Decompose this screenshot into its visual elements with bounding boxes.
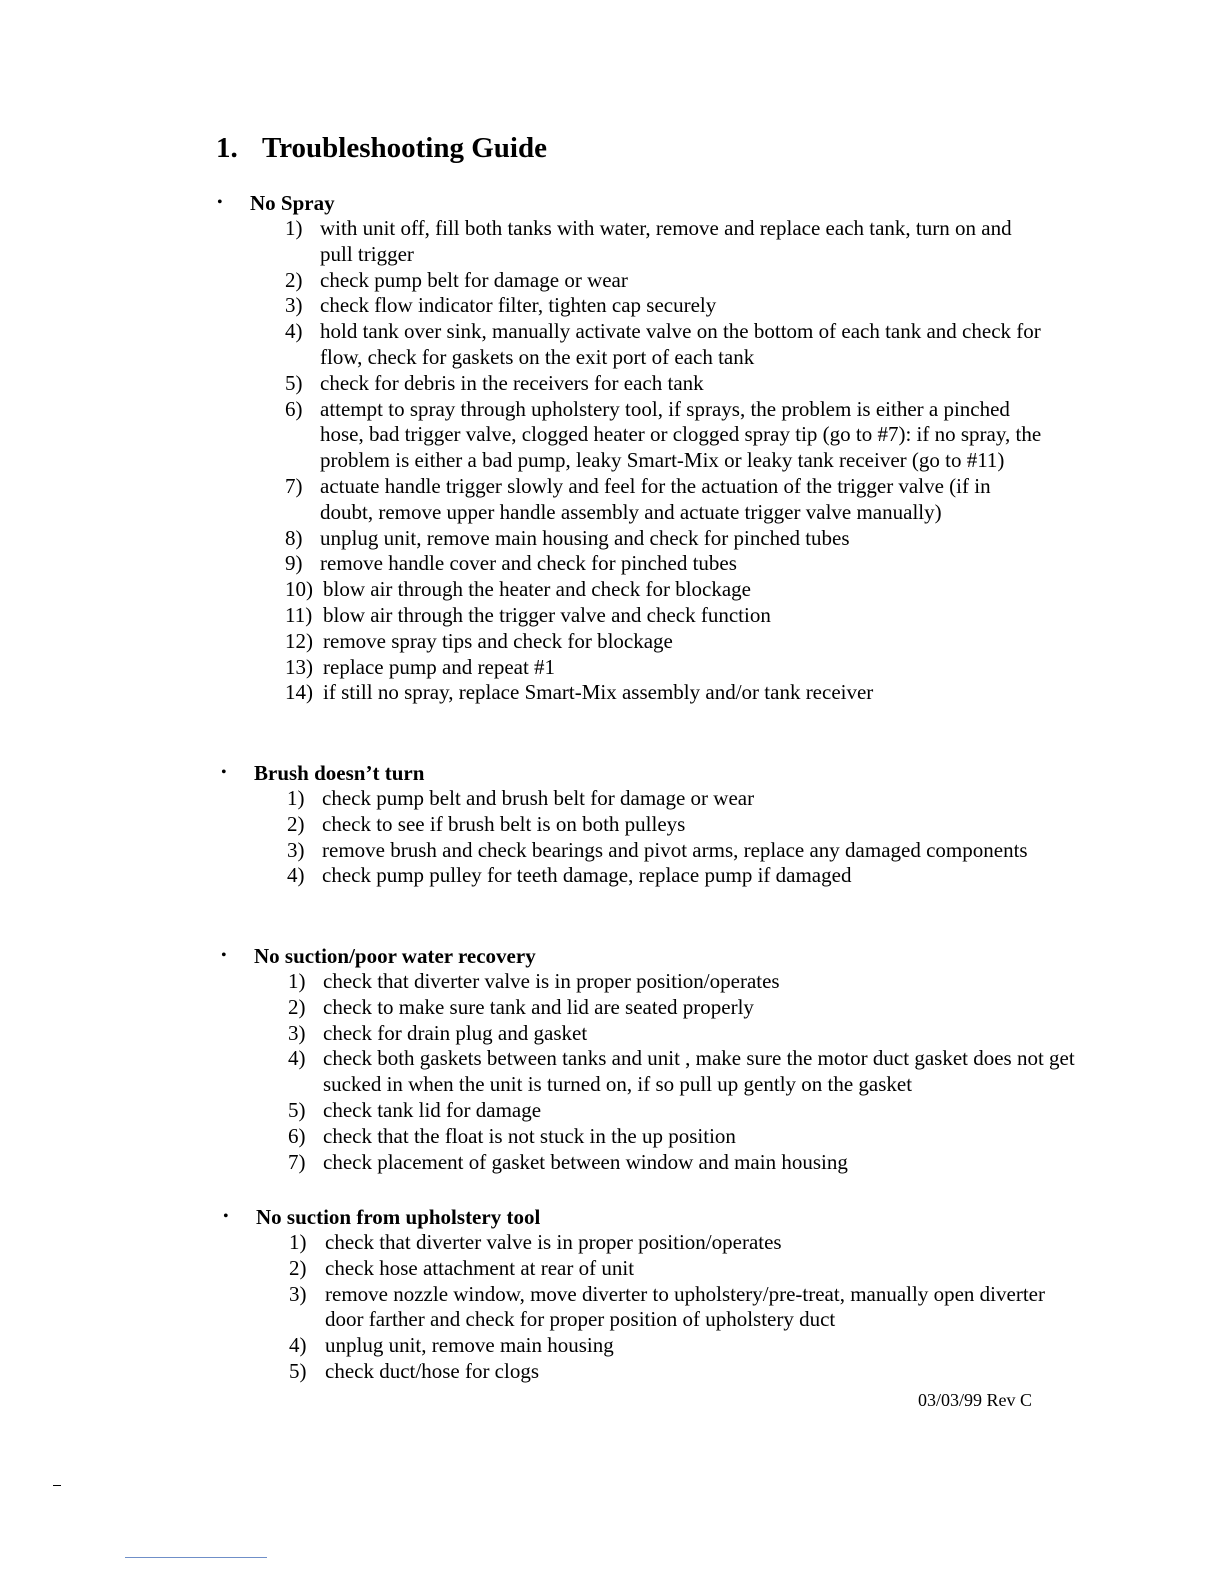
margin-mark (53, 1485, 61, 1486)
section-heading (0, 190, 1224, 216)
section-heading (0, 1204, 1224, 1230)
list-item (287, 838, 1047, 864)
list-item (285, 603, 1045, 629)
step-text: check for drain plug and gasket (323, 1020, 588, 1045)
step-number: 5) (285, 370, 303, 395)
list-item (289, 1230, 1049, 1256)
step-number: 1) (287, 786, 305, 810)
step-number: 1) (285, 216, 303, 240)
bullet: • (221, 764, 227, 781)
step-number: 12) (285, 628, 313, 653)
step-list (287, 786, 1047, 889)
list-item (285, 577, 1045, 603)
list-item (285, 526, 1045, 552)
step-number: 7) (288, 1149, 306, 1174)
section-brush-doesnt-turn (0, 760, 1224, 889)
list-item (288, 1150, 1088, 1176)
section-no-suction-upholstery (0, 1204, 1224, 1385)
step-text: remove spray tips and check for blockage (323, 628, 673, 653)
step-number: 2) (287, 811, 305, 836)
revision-footer: 03/03/99 Rev C (918, 1390, 1033, 1410)
step-number: 4) (287, 863, 305, 888)
step-number: 4) (289, 1333, 307, 1358)
step-text: remove handle cover and check for pinched tubes (320, 551, 737, 576)
list-item (289, 1256, 1049, 1282)
step-text: check to make sure tank and lid are seated properly (323, 994, 754, 1019)
step-text: with unit off, fill both tanks with water, remove and replace each tank, turn on and pull trigger (320, 216, 1012, 266)
step-text: check placement of gasket between window and main housing (323, 1149, 848, 1174)
step-number: 13) (285, 654, 313, 679)
step-number: 5) (289, 1358, 307, 1383)
list-item (285, 293, 1045, 319)
list-item (289, 1282, 1049, 1334)
step-number: 3) (285, 293, 303, 318)
list-item (285, 655, 1045, 681)
list-item (287, 863, 1047, 889)
list-item (285, 216, 1045, 268)
step-text: check tank lid for damage (323, 1097, 542, 1122)
list-item (288, 1046, 1088, 1098)
page-title (216, 128, 547, 168)
step-text: check pump belt for damage or wear (320, 267, 628, 292)
step-number: 1) (289, 1230, 307, 1254)
section-title: Brush doesn’t turn (254, 761, 425, 785)
step-text: check pump pulley for teeth damage, replace pump if damaged (322, 863, 852, 888)
step-text: check to see if brush belt is on both pulleys (322, 811, 686, 836)
step-text: check that diverter valve is in proper position/operates (323, 969, 780, 993)
heading-number: 1. (216, 132, 238, 164)
step-list (288, 969, 1088, 1175)
list-item (285, 474, 1045, 526)
section-title: No suction from upholstery tool (256, 1205, 541, 1229)
step-number: 8) (285, 525, 303, 550)
list-item (288, 995, 1088, 1021)
list-item (285, 268, 1045, 294)
section-title: No Spray (250, 191, 335, 215)
step-number: 2) (288, 994, 306, 1019)
step-number: 7) (285, 473, 303, 498)
step-number: 2) (289, 1255, 307, 1280)
step-number: 3) (288, 1020, 306, 1045)
list-item (285, 397, 1045, 474)
step-list (285, 216, 1045, 706)
bullet: • (221, 947, 227, 964)
section-title: No suction/poor water recovery (254, 944, 536, 968)
list-item (288, 1124, 1088, 1150)
step-number: 14) (285, 680, 313, 705)
step-text: check both gaskets between tanks and unit , make sure the motor duct gasket does not get sucked in when the unit is turned on, if so pull up gently on the gasket (323, 1046, 1075, 1097)
step-number: 2) (285, 267, 303, 292)
list-item (287, 786, 1047, 812)
heading-text: Troubleshooting Guide (262, 132, 547, 164)
step-text: actuate handle trigger slowly and feel for the actuation of the trigger valve (if in doubt, remove upper handle assembly and actuate trigger valve manually) (320, 473, 991, 524)
list-item (288, 969, 1088, 995)
step-text: unplug unit, remove main housing and check for pinched tubes (320, 525, 850, 550)
list-item (287, 812, 1047, 838)
bottom-rule (125, 1557, 267, 1558)
step-number: 1) (288, 969, 306, 993)
list-item (285, 680, 1045, 706)
step-text: check hose attachment at rear of unit (325, 1255, 635, 1280)
step-number: 11) (285, 602, 313, 627)
step-text: if still no spray, replace Smart-Mix assembly and/or tank receiver (323, 680, 874, 705)
step-text: blow air through the heater and check for blockage (323, 577, 751, 602)
list-item (285, 371, 1045, 397)
list-item (289, 1333, 1049, 1359)
section-heading (0, 943, 1224, 969)
bullet: • (217, 194, 223, 211)
step-number: 3) (287, 837, 305, 862)
section-no-spray (0, 190, 1224, 706)
step-number: 10) (285, 577, 313, 602)
step-text: remove nozzle window, move diverter to upholstery/pre-treat, manually open diverter door farther and check for proper position of upholstery duct (325, 1281, 1045, 1332)
step-text: check that the float is not stuck in the up position (323, 1123, 736, 1148)
step-text: check pump belt and brush belt for damage or wear (322, 786, 755, 810)
step-text: check for debris in the receivers for each tank (320, 370, 704, 395)
step-text: check duct/hose for clogs (325, 1358, 540, 1383)
step-text: blow air through the trigger valve and check function (323, 602, 771, 627)
list-item (289, 1359, 1049, 1385)
step-number: 6) (288, 1123, 306, 1148)
step-text: check that diverter valve is in proper position/operates (325, 1230, 782, 1254)
step-number: 9) (285, 551, 303, 576)
bullet: • (223, 1208, 229, 1225)
list-item (285, 629, 1045, 655)
step-text: attempt to spray through upholstery tool, if sprays, the problem is either a pinched hose, bad trigger valve, clogged heater or clogged spray tip (go to #7): if no spray, the problem is either a bad pump, leaky Smart-Mix or leaky tank receiver (go to #11) (320, 396, 1042, 473)
step-number: 4) (285, 319, 303, 344)
step-text: hold tank over sink, manually activate valve on the bottom of each tank and check for flow, check for gaskets on the exit port of each tank (320, 319, 1041, 369)
step-list (289, 1230, 1049, 1385)
step-number: 3) (289, 1281, 307, 1306)
list-item (288, 1098, 1088, 1124)
step-text: replace pump and repeat #1 (323, 654, 556, 679)
list-item (285, 319, 1045, 371)
step-text: check flow indicator filter, tighten cap securely (320, 293, 717, 318)
section-heading (0, 760, 1224, 786)
step-text: remove brush and check bearings and pivot arms, replace any damaged components (322, 837, 1028, 862)
section-no-suction-poor-recovery (0, 943, 1224, 1175)
list-item (288, 1021, 1088, 1047)
step-number: 4) (288, 1046, 306, 1071)
list-item (285, 551, 1045, 577)
step-number: 5) (288, 1097, 306, 1122)
step-number: 6) (285, 396, 303, 421)
step-text: unplug unit, remove main housing (325, 1333, 614, 1358)
